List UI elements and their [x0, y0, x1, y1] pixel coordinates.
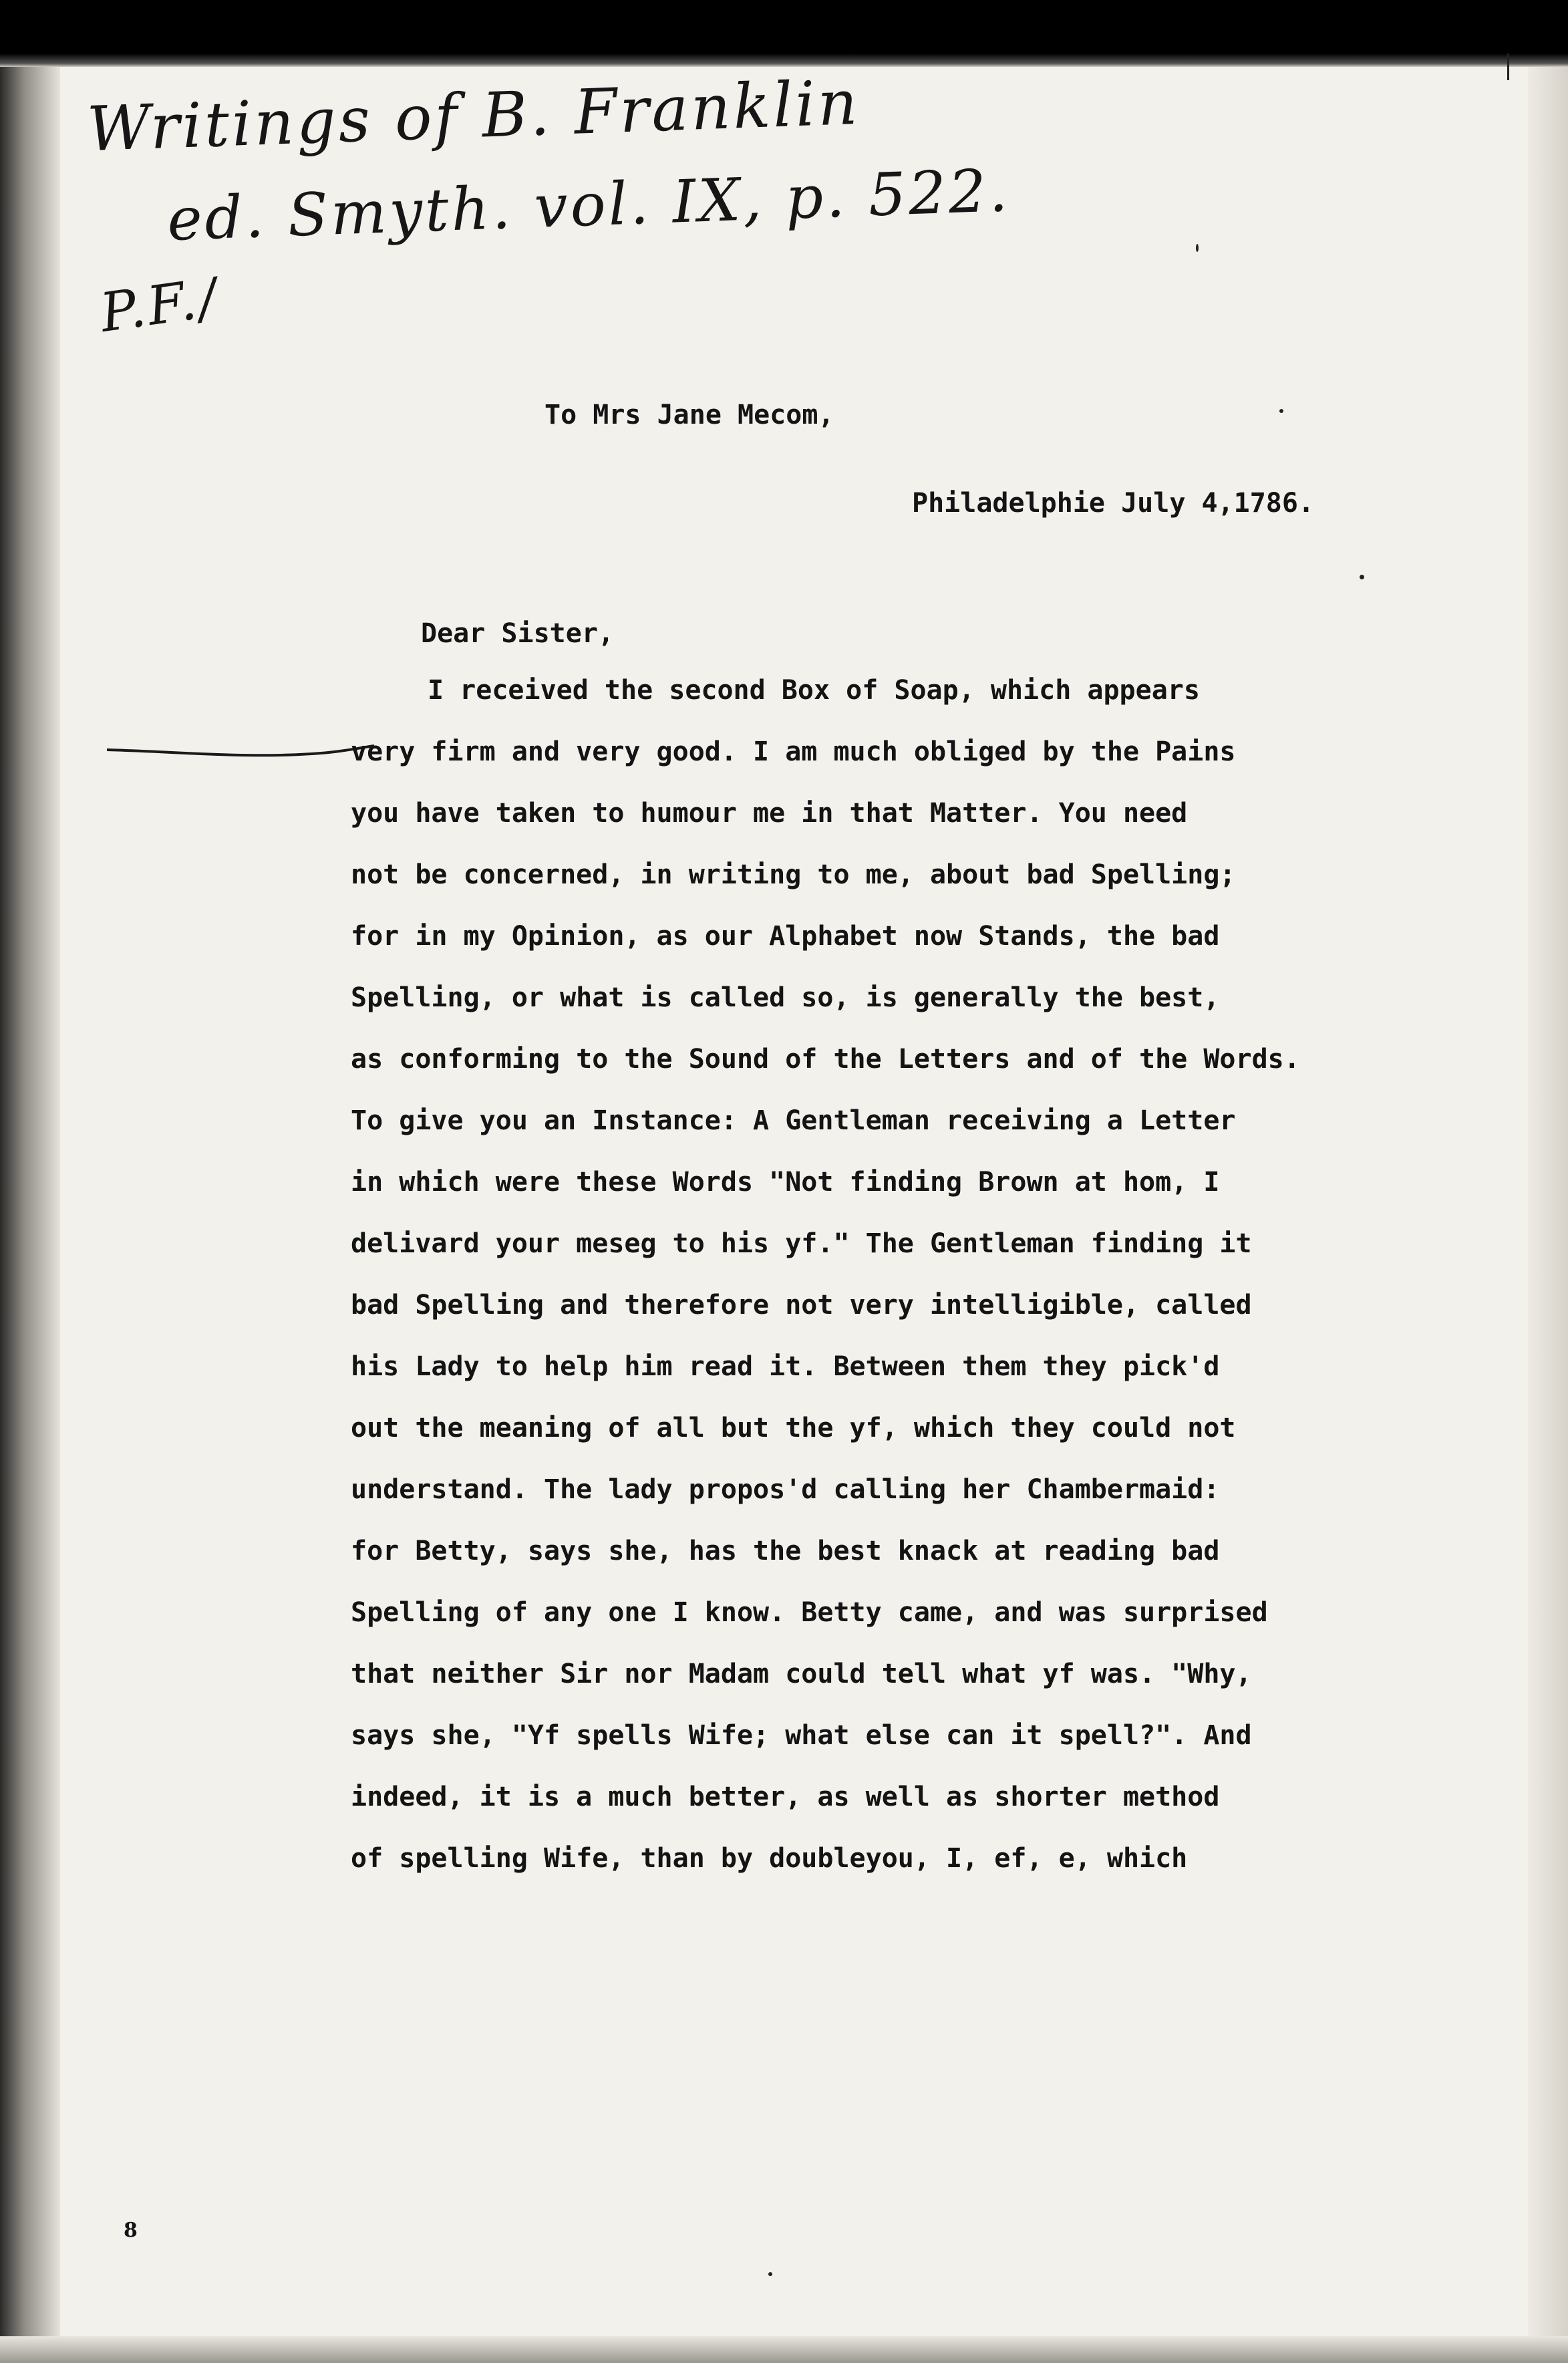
- letter-body-line: To give you an Instance: A Gentleman receiving a Letter: [351, 1105, 1236, 1136]
- pen-stroke-mark: [107, 742, 374, 762]
- scan-bottom-edge: [0, 2336, 1568, 2363]
- letter-body-line: in which were these Words "Not finding Brown at hom, I: [351, 1167, 1220, 1198]
- scan-right-edge: [1528, 67, 1568, 2363]
- letter-body-line: out the meaning of all but the yf, which they could not: [351, 1413, 1236, 1443]
- letter-addressee: To Mrs Jane Mecom,: [544, 400, 834, 430]
- page-number: 8: [124, 2219, 138, 2242]
- letter-salutation: Dear Sister,: [421, 618, 614, 649]
- letter-body-line: delivard your meseg to his yf." The Gentleman finding it: [351, 1228, 1252, 1259]
- scan-speck: [768, 2272, 772, 2276]
- letter-body-line: for Betty, says she, has the best knack at reading bad: [351, 1536, 1220, 1566]
- letter-body-line: that neither Sir nor Madam could tell what yf was. "Why,: [351, 1659, 1252, 1689]
- letter-body-line: of spelling Wife, than by doubleyou, I, ef, e, which: [351, 1843, 1188, 1874]
- letter-body-line: very firm and very good. I am much obliged by the Pains: [351, 736, 1236, 767]
- letter-body-line: as conforming to the Sound of the Letters and of the Words.: [351, 1044, 1300, 1075]
- scan-speck: [1196, 244, 1199, 252]
- letter-body-line: Spelling of any one I know. Betty came, and was surprised: [351, 1597, 1268, 1628]
- scan-left-edge: [0, 67, 60, 2363]
- letter-body-line: understand. The lady propos'd calling her Chambermaid:: [351, 1474, 1220, 1505]
- scan-top-border: [0, 0, 1568, 67]
- letter-body-line: you have taken to humour me in that Matter. You need: [351, 798, 1188, 829]
- handwritten-citation-line-2: ed. Smyth. vol. IX, p. 522.: [166, 156, 1011, 254]
- letter-body-line: bad Spelling and therefore not very intelligible, called: [351, 1290, 1252, 1320]
- handwritten-citation-line-1: Writings of B. Franklin: [86, 66, 861, 166]
- scan-speck: [1360, 575, 1364, 579]
- letter-body-line: indeed, it is a much better, as well as shorter method: [351, 1782, 1220, 1812]
- letter-body-line: Spelling, or what is called so, is generally the best,: [351, 982, 1220, 1013]
- letter-place-date: Philadelphie July 4,1786.: [912, 488, 1315, 519]
- handwritten-mark: P.F./: [96, 266, 224, 344]
- letter-body-line: for in my Opinion, as our Alphabet now Stands, the bad: [351, 921, 1220, 952]
- scan-speck: [1279, 409, 1283, 413]
- letter-body-line: not be concerned, in writing to me, about bad Spelling;: [351, 859, 1236, 890]
- letter-body-line: says she, "Yf spells Wife; what else can it spell?". And: [351, 1720, 1252, 1751]
- letter-body-line: I received the second Box of Soap, which appears: [428, 675, 1200, 706]
- scan-speck: [1507, 53, 1509, 80]
- letter-body-line: his Lady to help him read it. Between them they pick'd: [351, 1351, 1220, 1382]
